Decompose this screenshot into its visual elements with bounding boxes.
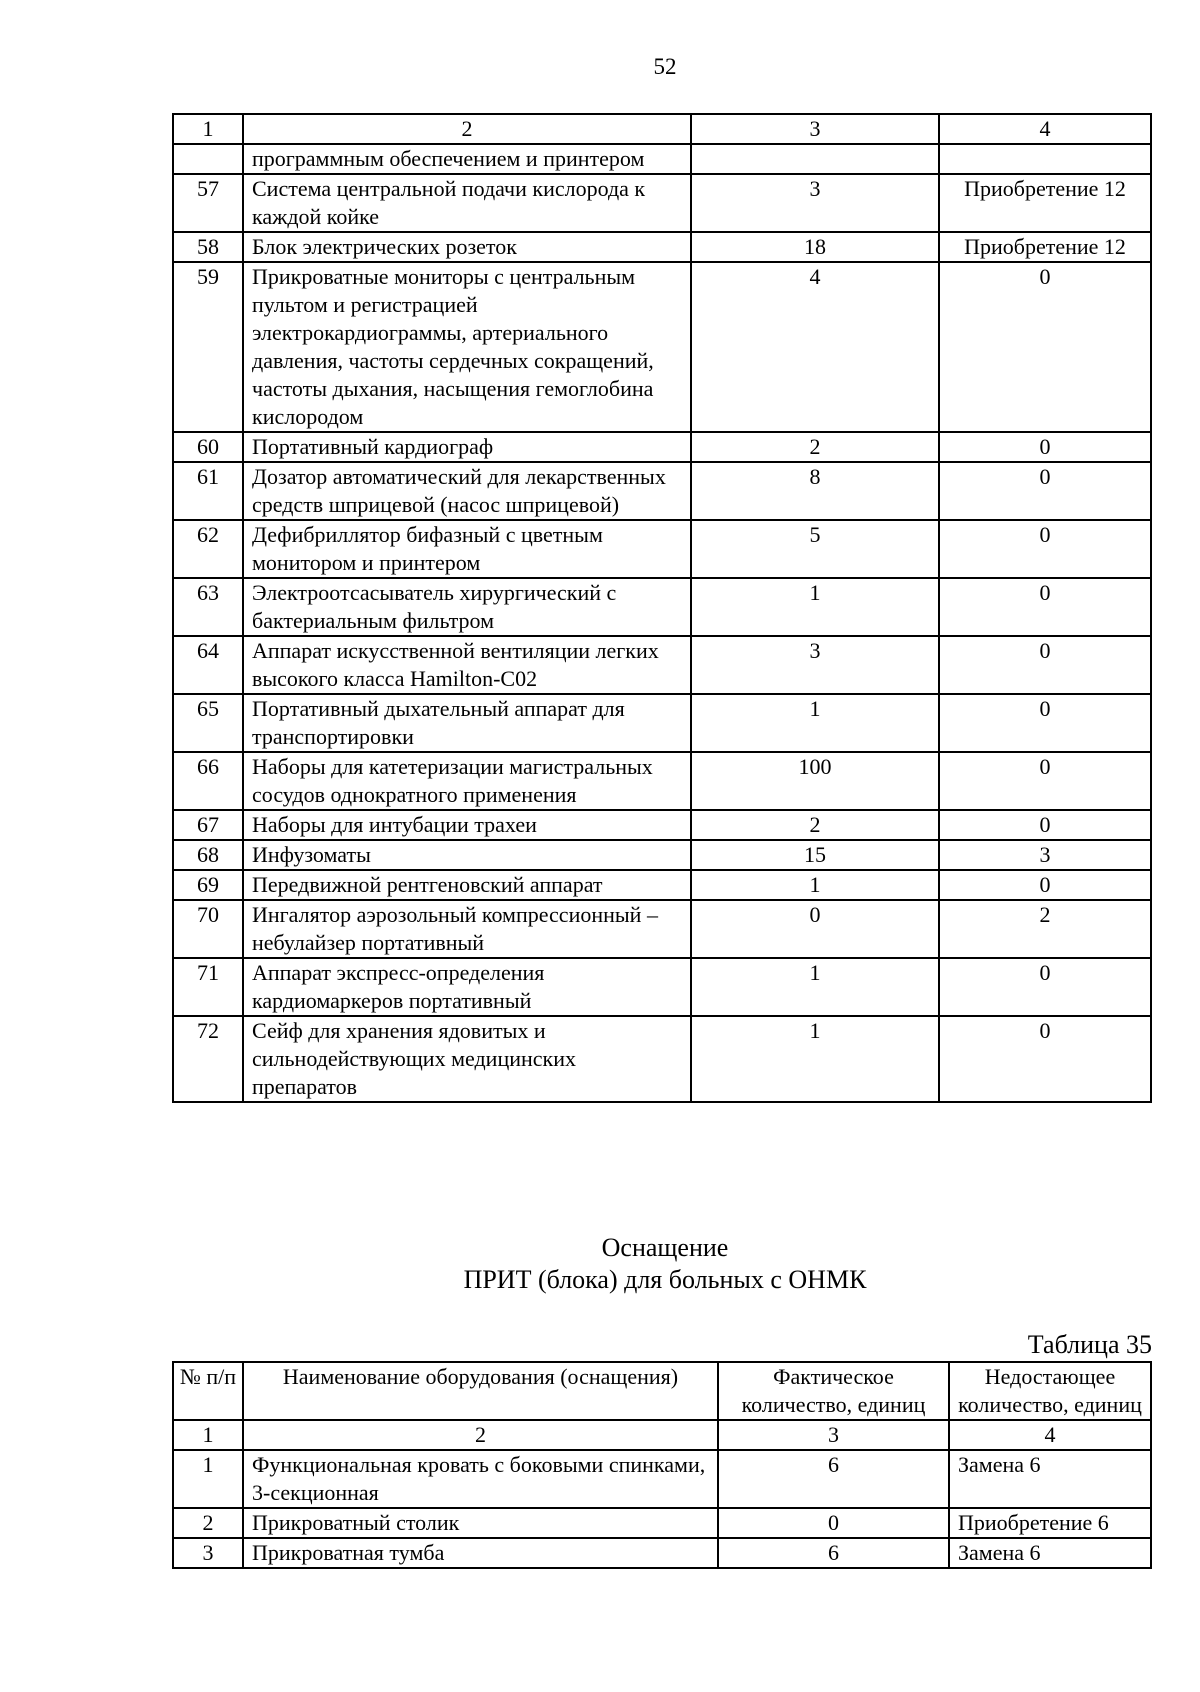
missing-quantity: 0 — [939, 694, 1151, 752]
section-title-line1: Оснащение — [601, 1233, 729, 1262]
table-row — [173, 174, 1151, 232]
actual-quantity: 8 — [691, 462, 939, 520]
column-index-cell: 1 — [173, 1420, 243, 1450]
row-number: 64 — [173, 636, 243, 694]
row-number — [173, 144, 243, 174]
equipment-name: Прикроватная тумба — [243, 1538, 718, 1568]
missing-quantity: 0 — [939, 1016, 1151, 1102]
missing-quantity: Приобретение 12 — [939, 174, 1151, 232]
row-number: 66 — [173, 752, 243, 810]
missing-quantity: 0 — [939, 462, 1151, 520]
equipment-table-body — [173, 114, 1151, 1102]
missing-quantity: 0 — [939, 578, 1151, 636]
actual-quantity: 15 — [691, 840, 939, 870]
row-number: 3 — [173, 1538, 243, 1568]
column-index-row — [173, 1420, 1151, 1450]
equipment-name: Ингалятор аэрозольный компрессионный – небулайзер портативный — [243, 900, 691, 958]
table-35-body — [173, 1362, 1151, 1568]
column-index-cell: 4 — [949, 1420, 1151, 1450]
equipment-name: Электроотсасыватель хирургический с бактериальным фильтром — [243, 578, 691, 636]
row-number: 69 — [173, 870, 243, 900]
equipment-name: Система центральной подачи кислорода к каждой койке — [243, 174, 691, 232]
table-row — [173, 462, 1151, 520]
equipment-name: Прикроватный столик — [243, 1508, 718, 1538]
table-row — [173, 520, 1151, 578]
row-number: 1 — [173, 1450, 243, 1508]
row-number: 57 — [173, 174, 243, 232]
header-missing: Недостающее количество, единиц — [949, 1362, 1151, 1420]
actual-quantity: 6 — [718, 1538, 949, 1568]
header-num: № п/п — [173, 1362, 243, 1420]
column-index-cell: 3 — [718, 1420, 949, 1450]
missing-quantity: Замена 6 — [949, 1538, 1151, 1568]
equipment-name: Блок электрических розеток — [243, 232, 691, 262]
table-caption: Таблица 35 — [1027, 1330, 1152, 1359]
equipment-name: Инфузоматы — [243, 840, 691, 870]
table-row — [173, 810, 1151, 840]
missing-quantity: 0 — [939, 262, 1151, 432]
column-index-cell: 4 — [939, 114, 1151, 144]
actual-quantity: 100 — [691, 752, 939, 810]
actual-quantity: 1 — [691, 578, 939, 636]
table-row — [173, 870, 1151, 900]
equipment-name: программным обеспечением и принтером — [243, 144, 691, 174]
missing-quantity: 0 — [939, 958, 1151, 1016]
missing-quantity: Замена 6 — [949, 1450, 1151, 1508]
equipment-name: Передвижной рентгеновский аппарат — [243, 870, 691, 900]
row-number: 61 — [173, 462, 243, 520]
table-row — [173, 1450, 1151, 1508]
actual-quantity: 5 — [691, 520, 939, 578]
row-number: 60 — [173, 432, 243, 462]
table-row — [173, 1508, 1151, 1538]
equipment-name: Функциональная кровать с боковыми спинками, 3-секционная — [243, 1450, 718, 1508]
actual-quantity: 2 — [691, 432, 939, 462]
equipment-name: Сейф для хранения ядовитых и сильнодействующих медицинских препаратов — [243, 1016, 691, 1102]
missing-quantity: 0 — [939, 870, 1151, 900]
actual-quantity: 1 — [691, 958, 939, 1016]
table-row — [173, 694, 1151, 752]
column-index-cell: 2 — [243, 1420, 718, 1450]
equipment-name: Наборы для интубации трахеи — [243, 810, 691, 840]
missing-quantity — [939, 144, 1151, 174]
equipment-name: Портативный дыхательный аппарат для транспортировки — [243, 694, 691, 752]
header-actual: Фактическое количество, единиц — [718, 1362, 949, 1420]
table-row — [173, 432, 1151, 462]
actual-quantity: 1 — [691, 1016, 939, 1102]
equipment-name: Прикроватные мониторы с центральным пультом и регистрацией электрокардиограммы, артериального давления, частоты сердечных сокращений, частоты дыхания, насыщения гемоглобина кислородом — [243, 262, 691, 432]
row-number: 58 — [173, 232, 243, 262]
equipment-name: Дозатор автоматический для лекарственных средств шприцевой (насос шприцевой) — [243, 462, 691, 520]
actual-quantity: 1 — [691, 870, 939, 900]
equipment-name: Дефибриллятор бифазный с цветным монитором и принтером — [243, 520, 691, 578]
row-number: 63 — [173, 578, 243, 636]
column-index-row — [173, 114, 1151, 144]
row-number: 67 — [173, 810, 243, 840]
row-number: 70 — [173, 900, 243, 958]
table-row — [173, 752, 1151, 810]
section-title-line2: ПРИТ (блока) для больных с ОНМК — [463, 1265, 867, 1294]
row-number: 68 — [173, 840, 243, 870]
missing-quantity: Приобретение 12 — [939, 232, 1151, 262]
actual-quantity: 4 — [691, 262, 939, 432]
actual-quantity: 3 — [691, 174, 939, 232]
table-35 — [172, 1361, 1152, 1569]
table-row — [173, 1538, 1151, 1568]
row-number: 71 — [173, 958, 243, 1016]
table-row — [173, 900, 1151, 958]
equipment-name: Аппарат экспресс-определения кардиомаркеров портативный — [243, 958, 691, 1016]
equipment-name: Наборы для катетеризации магистральных сосудов однократного применения — [243, 752, 691, 810]
table-row — [173, 232, 1151, 262]
column-index-cell: 2 — [243, 114, 691, 144]
actual-quantity — [691, 144, 939, 174]
table-header-row — [173, 1362, 1151, 1420]
column-index-cell: 3 — [691, 114, 939, 144]
table-row — [173, 1016, 1151, 1102]
actual-quantity: 18 — [691, 232, 939, 262]
equipment-name: Аппарат искусственной вентиляции легких высокого класса Hamilton-C02 — [243, 636, 691, 694]
row-number: 72 — [173, 1016, 243, 1102]
actual-quantity: 1 — [691, 694, 939, 752]
column-index-cell: 1 — [173, 114, 243, 144]
table-row — [173, 840, 1151, 870]
actual-quantity: 0 — [691, 900, 939, 958]
row-number: 62 — [173, 520, 243, 578]
table-row — [173, 636, 1151, 694]
row-number: 2 — [173, 1508, 243, 1538]
page-number: 52 — [653, 54, 677, 79]
actual-quantity: 2 — [691, 810, 939, 840]
actual-quantity: 6 — [718, 1450, 949, 1508]
table-row — [173, 262, 1151, 432]
missing-quantity: Приобретение 6 — [949, 1508, 1151, 1538]
missing-quantity: 0 — [939, 810, 1151, 840]
equipment-table-continuation — [172, 113, 1152, 1103]
row-number: 65 — [173, 694, 243, 752]
table-row — [173, 958, 1151, 1016]
missing-quantity: 2 — [939, 900, 1151, 958]
actual-quantity: 3 — [691, 636, 939, 694]
equipment-name: Портативный кардиограф — [243, 432, 691, 462]
missing-quantity: 0 — [939, 636, 1151, 694]
missing-quantity: 0 — [939, 520, 1151, 578]
missing-quantity: 0 — [939, 432, 1151, 462]
table-row — [173, 578, 1151, 636]
header-name: Наименование оборудования (оснащения) — [243, 1362, 718, 1420]
actual-quantity: 0 — [718, 1508, 949, 1538]
row-number: 59 — [173, 262, 243, 432]
missing-quantity: 0 — [939, 752, 1151, 810]
table-row — [173, 144, 1151, 174]
missing-quantity: 3 — [939, 840, 1151, 870]
